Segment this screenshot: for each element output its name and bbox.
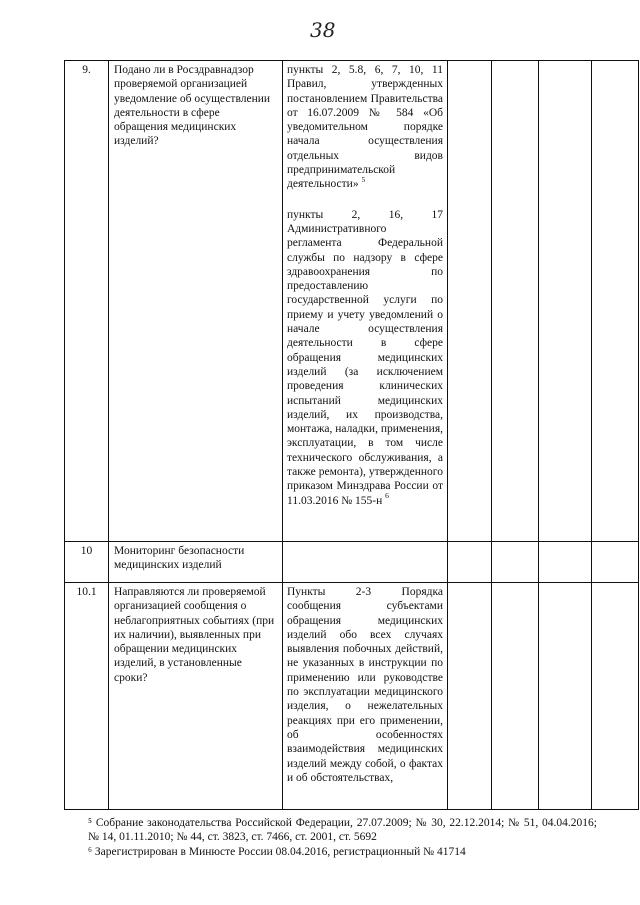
checklist-table [64, 60, 639, 810]
answer-cell-no [492, 61, 539, 542]
table-row [65, 542, 639, 583]
footnotes [88, 816, 597, 859]
row-number: 10.1 [65, 583, 109, 810]
answer-cell-na [539, 542, 592, 583]
question-cell: Подано ли в Росздравнадзор проверяемой организацией уведомление об осуществлении деятельности в сфере обращения медицинских изделий? [109, 61, 283, 542]
table-row [65, 61, 639, 542]
answer-cell-yes [448, 61, 492, 542]
legal-reference-text: пункты 2, 5.8, 6, 7, 10, 11 Правил, утвержденных постановлением Правительства от 16.07.2009 № 584 «Об уведомительном порядке начала осуществления отдельных видов предпринимательской деятельности» [287, 64, 443, 191]
answer-cell-yes [448, 542, 492, 583]
legal-reference-paragraph [287, 63, 443, 192]
answer-cell-no [492, 583, 539, 810]
answer-cell-note [592, 61, 639, 542]
table-row [65, 583, 639, 810]
legal-reference-cell [283, 542, 448, 583]
answer-cell-yes [448, 583, 492, 810]
answer-cell-note [592, 583, 639, 810]
legal-reference-cell: Пункты 2-3 Порядка сообщения субъектами обращения медицинских изделий обо всех случаях выявления побочных действий, не указанных в инструкции по применению или руководстве по эксплуатации медицинского изделия, о нежелательных реакциях при его применении, об особенностях взаимодействия медицинских изделий между собой, о фактах и об обстоятельствах, [283, 583, 448, 810]
page-number: 38 [310, 18, 336, 42]
legal-reference-cell [283, 61, 448, 542]
footnote-5: ⁵ Собрание законодательства Российской Федерации, 27.07.2009; № 30, 22.12.2014; № 51, 04.04.2016; № 14, 01.11.2010; № 44, ст. 3823, ст. 7466, ст. 2001, ст. 5692 [88, 817, 597, 844]
footnote-marker: 6 [385, 490, 389, 500]
question-cell: Направляются ли проверяемой организацией сообщения о неблагоприятных событиях (при их наличии), выявленных при обращении медицинских изделий, в установленные сроки? [109, 583, 283, 810]
legal-reference-text: пункты 2, 16, 17 Административного регламента Федеральной службы по надзору в сфере здравоохранения по предоставлению государственной услуги по приему и учету уведомлений о начале осуществления деятельности в сфере обращения медицинских изделий (за исключением проведения клинических испытаний медицинских изделий, их производства, монтажа, наладки, применения, эксплуатации, в том числе технического обслуживания, а также ремонта), утвержденного приказом Минздрава России от 11.03.2016 № 155-н [287, 208, 443, 507]
legal-reference-paragraph [287, 208, 443, 508]
row-number: 9. [65, 61, 109, 542]
footnote-separator [88, 809, 250, 810]
answer-cell-note [592, 542, 639, 583]
footnote-marker: 5 [361, 174, 366, 184]
row-number: 10 [65, 542, 109, 583]
section-heading-cell: Мониторинг безопасности медицинских изделий [109, 542, 283, 583]
answer-cell-na [539, 583, 592, 810]
answer-cell-no [492, 542, 539, 583]
footnote-6: ⁶ Зарегистрирован в Минюсте России 08.04.2016, регистрационный № 41714 [88, 845, 466, 858]
answer-cell-na [539, 61, 592, 542]
